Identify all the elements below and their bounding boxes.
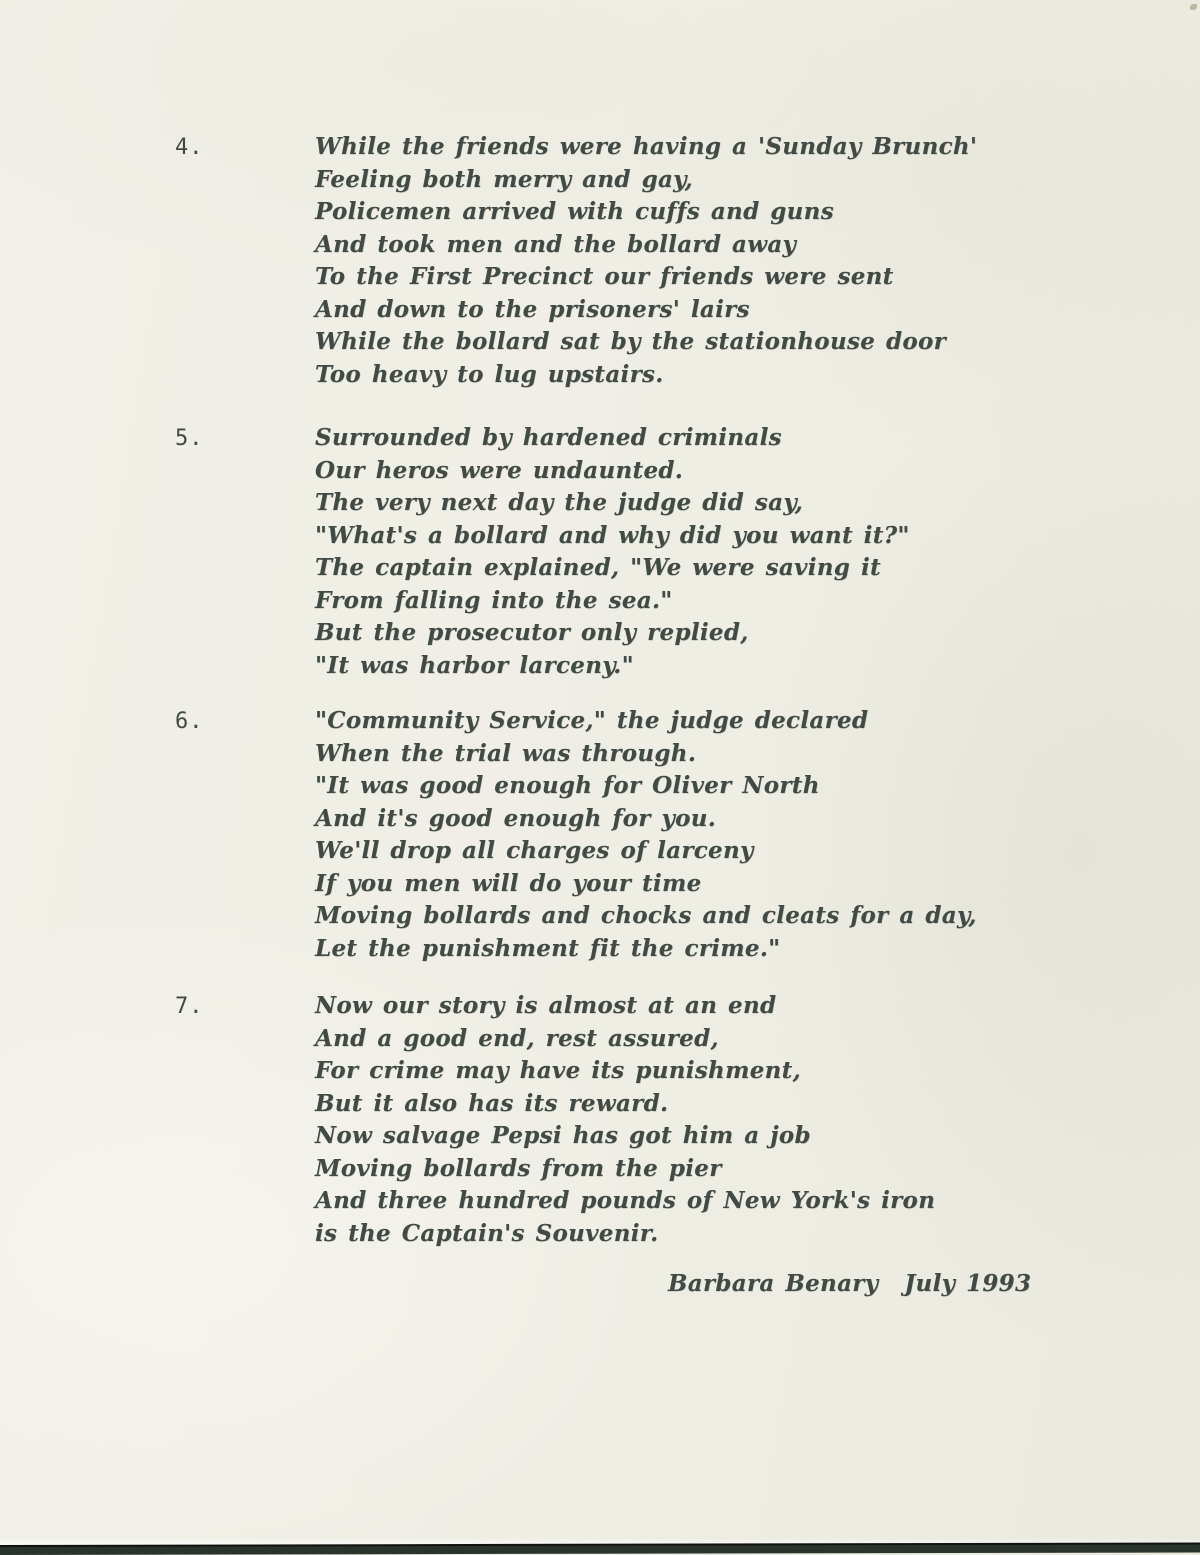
poem-line: "It was good enough for Oliver North (315, 772, 820, 799)
poem-line: But it also has its reward. (315, 1089, 669, 1117)
poem-line: And down to the prisoners' lairs (315, 295, 750, 323)
scanner-bed-bar (0, 1543, 1200, 1555)
poem-line: And took men and the bollard away (315, 230, 797, 258)
attribution-gap (878, 1270, 904, 1297)
poem-line: If you men will do your time (315, 869, 702, 897)
stanza-4 (175, 131, 977, 391)
poem-line: And three hundred pounds of New York's iron (315, 1187, 936, 1214)
poem-line: For crime may have its punishment, (315, 1057, 801, 1084)
poem-line: And a good end, rest assured, (315, 1024, 719, 1052)
attribution (668, 1270, 1031, 1297)
poem-line: Feeling both merry and gay, (315, 165, 693, 193)
attribution-name: Barbara Benary (668, 1270, 879, 1297)
scanner-bed-fill (0, 1544, 1200, 1555)
poem-line: The very next day the judge did say, (315, 489, 804, 516)
stanza-lines (315, 422, 910, 682)
poem-line: Moving bollards from the pier (315, 1154, 722, 1182)
stanza-number: 4. (175, 135, 204, 160)
stanza-6 (175, 705, 977, 965)
stanza-lines (315, 131, 977, 391)
stanza-number: 5. (175, 426, 204, 451)
poem-line: We'll drop all charges of larceny (315, 837, 754, 864)
poem-line: Now salvage Pepsi has got him a job (315, 1122, 811, 1149)
poem-line: Policemen arrived with cuffs and guns (315, 198, 834, 225)
attribution-date: July 1993 (904, 1270, 1032, 1297)
poem-line: The captain explained, "We were saving it (315, 554, 881, 581)
stanza-5 (175, 422, 910, 682)
stanza-number: 6. (175, 709, 204, 734)
stanza-number: 7. (175, 994, 204, 1019)
poem-line: "What's a bollard and why did you want it?" (315, 521, 910, 549)
poem-line: But the prosecutor only replied, (315, 619, 749, 646)
poem-line: When the trial was through. (315, 739, 697, 767)
poem-line: Now our story is almost at an end (315, 992, 777, 1019)
stanza-7 (175, 990, 935, 1250)
poem-line: Surrounded by hardened criminals (315, 424, 782, 451)
poem-line: And it's good enough for you. (315, 804, 717, 832)
poem-line: Too heavy to lug upstairs. (315, 360, 664, 388)
poem-line: Let the punishment fit the crime." (315, 934, 781, 962)
stanza-lines (315, 990, 935, 1250)
poem-line: While the friends were having a 'Sunday Brunch' (315, 133, 978, 160)
poem-line: While the bollard sat by the stationhouse door (315, 328, 947, 355)
stanza-lines (315, 705, 977, 965)
poem-line: Our heros were undaunted. (315, 456, 684, 484)
poem-line: "It was harbor larceny." (315, 651, 634, 679)
poem-line: is the Captain's Souvenir. (315, 1219, 659, 1247)
poem-line: Moving bollards and chocks and cleats for a day, (315, 902, 977, 929)
poem-line: "Community Service," the judge declared (315, 707, 869, 734)
poem-line: To the First Precinct our friends were sent (315, 263, 894, 290)
poem-line: From falling into the sea." (315, 586, 673, 614)
